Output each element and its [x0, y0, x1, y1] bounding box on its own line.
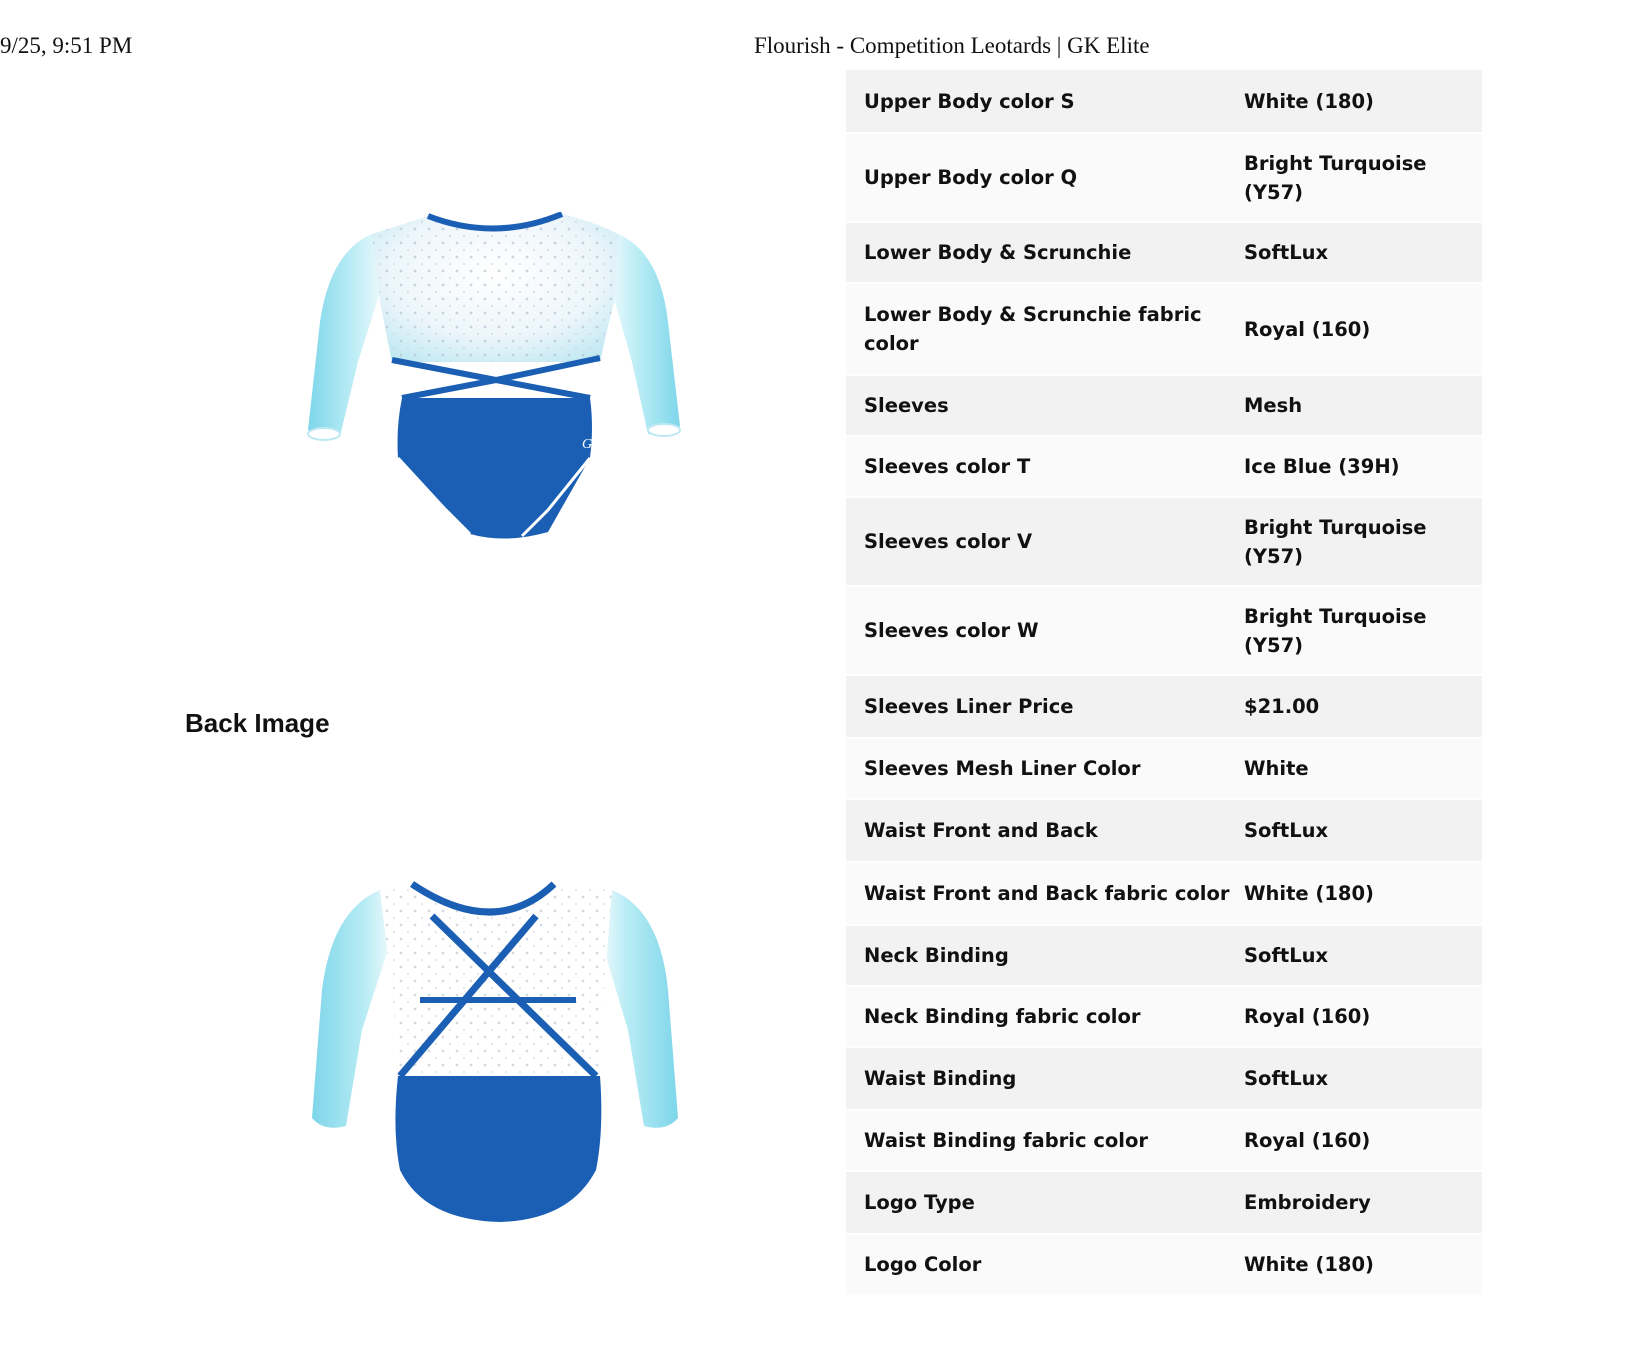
spec-row [846, 1110, 1482, 1171]
spec-row [846, 738, 1482, 799]
spec-value: SoftLux [1244, 819, 1329, 842]
spec-value: Royal (160) [1244, 1129, 1371, 1152]
spec-value: White (180) [1244, 1253, 1374, 1276]
spec-value: Embroidery [1244, 1191, 1371, 1214]
spec-label: Lower Body & Scrunchie [864, 241, 1132, 264]
spec-row [846, 133, 1482, 222]
spec-row [846, 1234, 1482, 1295]
spec-label: Neck Binding fabric color [864, 1005, 1141, 1028]
spec-label: Sleeves Liner Price [864, 695, 1074, 718]
print-date: 9/25, 9:51 PM [0, 33, 133, 58]
spec-value: SoftLux [1244, 944, 1329, 967]
spec-label: Waist Binding fabric color [864, 1129, 1148, 1152]
spec-value: SoftLux [1244, 1067, 1329, 1090]
spec-row [846, 925, 1482, 986]
spec-label: Neck Binding [864, 944, 1009, 967]
svg-text:G: G [582, 437, 593, 452]
spec-value: Bright Turquoise (Y57) [1244, 151, 1427, 204]
spec-label: Waist Front and Back fabric color [864, 882, 1230, 905]
spec-row [846, 586, 1482, 675]
spec-label: Sleeves color T [864, 455, 1031, 478]
spec-row [846, 675, 1482, 738]
spec-value: White (180) [1244, 882, 1374, 905]
spec-row [846, 222, 1482, 283]
spec-row [846, 986, 1482, 1047]
spec-value: Royal (160) [1244, 1005, 1371, 1028]
spec-value: SoftLux [1244, 241, 1329, 264]
spec-label: Upper Body color Q [864, 166, 1078, 189]
spec-value: Ice Blue (39H) [1244, 455, 1400, 478]
product-spec-table [846, 70, 1482, 1296]
spec-value: Bright Turquoise (Y57) [1244, 515, 1427, 568]
spec-value: Mesh [1244, 394, 1303, 417]
spec-value: $21.00 [1244, 695, 1320, 718]
spec-value: White (180) [1244, 89, 1374, 113]
spec-label: Logo Color [864, 1253, 982, 1276]
spec-label: Sleeves [864, 394, 949, 417]
spec-row [846, 799, 1482, 862]
spec-row [846, 70, 1482, 133]
spec-label: Upper Body color S [864, 89, 1075, 113]
spec-label: Logo Type [864, 1191, 975, 1214]
spec-label: Sleeves color V [864, 530, 1033, 553]
spec-value: Bright Turquoise (Y57) [1244, 604, 1427, 657]
spec-value: Royal (160) [1244, 317, 1371, 341]
spec-row [846, 283, 1482, 375]
spec-row [846, 375, 1482, 436]
spec-label: Waist Front and Back [864, 819, 1098, 842]
spec-label: Sleeves Mesh Liner Color [864, 757, 1141, 780]
leotard-front-icon [300, 212, 700, 582]
spec-row [846, 1171, 1482, 1234]
spec-label: Sleeves color W [864, 619, 1039, 642]
back-image-label: Back Image [185, 708, 330, 738]
leotard-back-icon [300, 880, 700, 1250]
print-header [0, 0, 1652, 80]
spec-row [846, 1047, 1482, 1110]
spec-row [846, 436, 1482, 497]
spec-row [846, 497, 1482, 586]
print-page-title: Flourish - Competition Leotards | GK Elite [754, 33, 1150, 58]
spec-row [846, 862, 1482, 925]
spec-value: White [1244, 757, 1309, 780]
spec-label: Waist Binding [864, 1067, 1017, 1090]
spec-label: Lower Body & Scrunchie fabric color [864, 303, 1202, 355]
